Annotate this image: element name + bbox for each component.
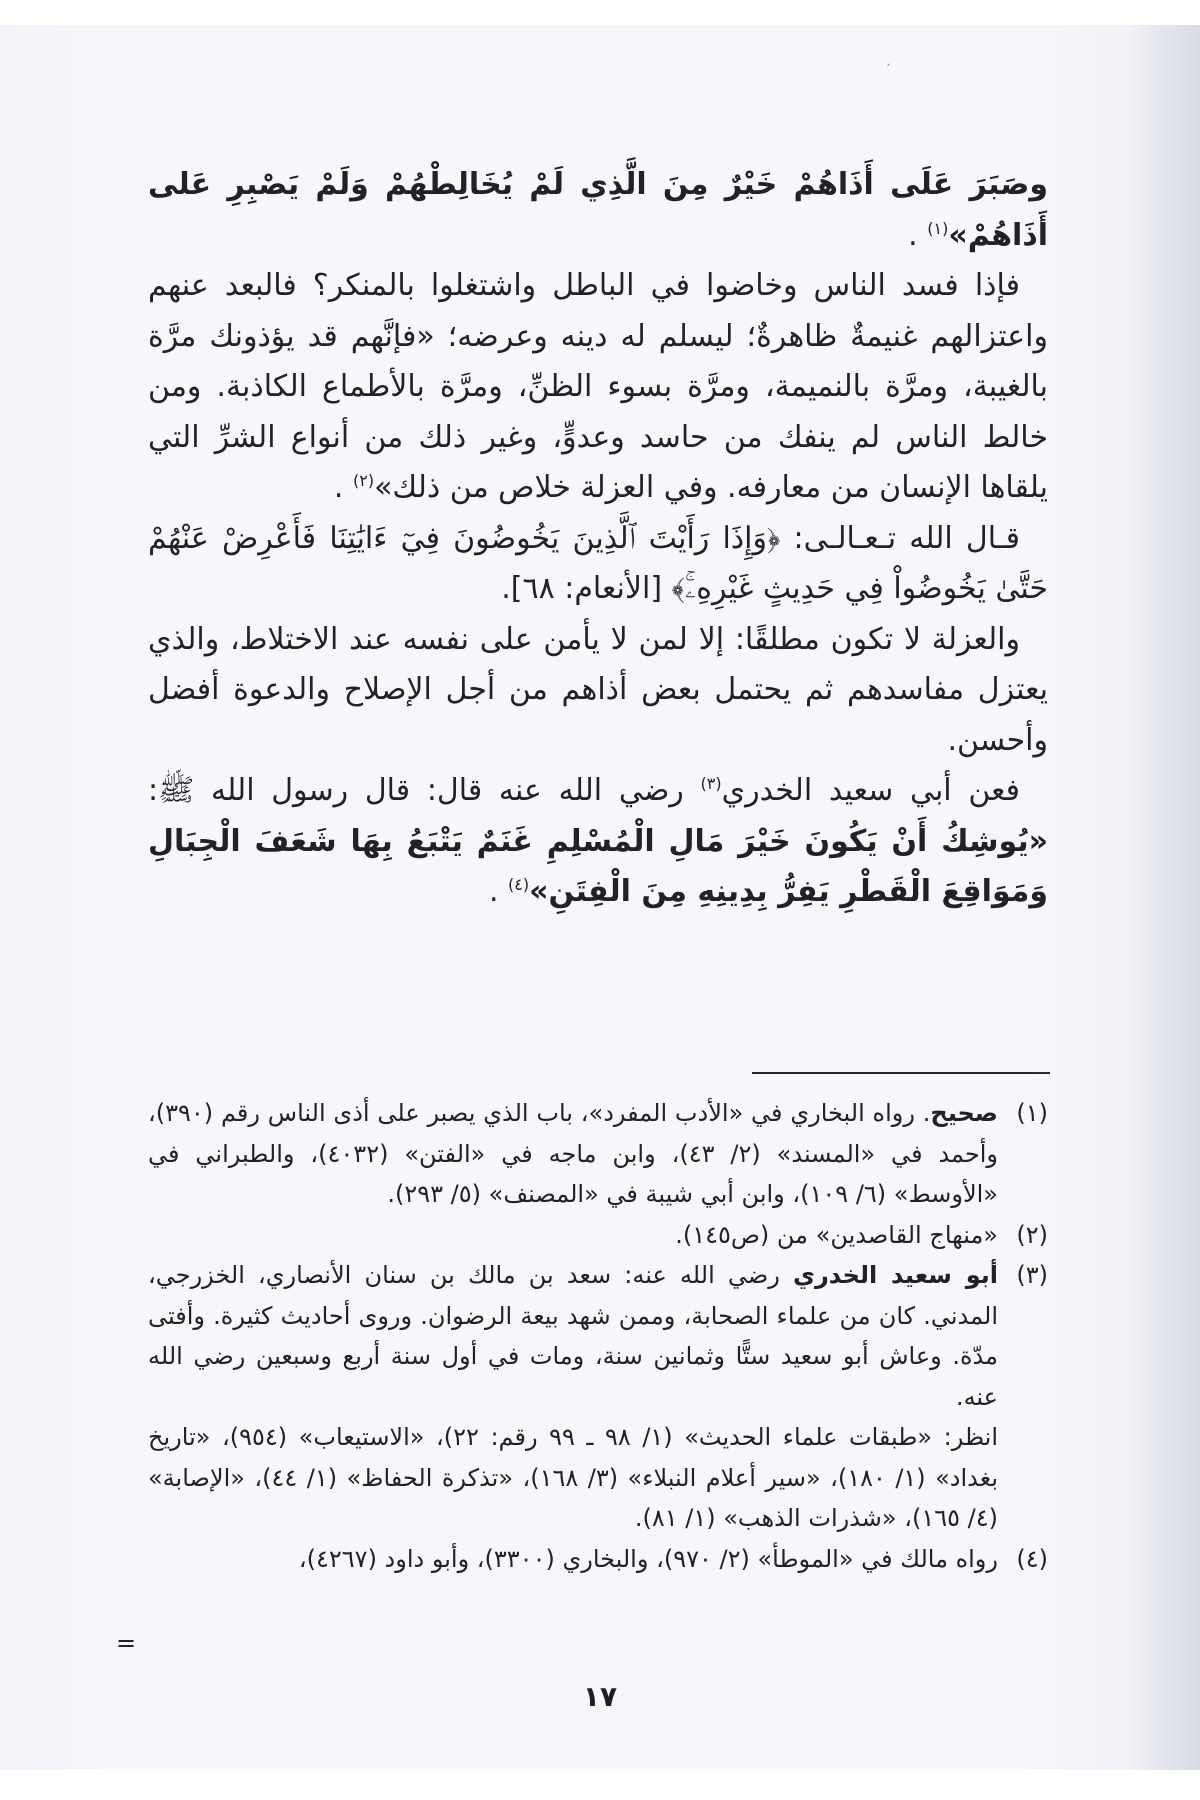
footnote-ref-4[interactable]: (٤) — [508, 875, 530, 894]
honorific: رضي الله عنه — [498, 773, 701, 808]
verse-intro: قـال الله تـعـالـى: — [780, 520, 1020, 556]
quran-verse: ﴿وَإِذَا رَأَيْتَ ٱلَّذِينَ يَخُوضُونَ فِيٓ ءَايَٰتِنَا فَأَعْرِضْ عَنْهُمْ حَتَّىٰ يَخُوضُواْ فِي حَدِيثٍ غَيْرِهِۦۚ﴾ — [148, 520, 1048, 606]
footnote-text: . رواه البخاري في «الأدب المفرد»، باب الذي يصبر على أذى الناس رقم (٣٩٠)، وأحمد في «المسند» (٢/ ٤٣)، وابن ماجه في «الفتن» (٤٠٣٢)، والطبراني في «الأوسط» (٦/ ١٠٩)، وابن أبي شيبة في «المصنف» (٥/ ٢٩٣). — [148, 1099, 999, 1208]
paragraph-hadith-end: وصَبَرَ عَلَى أَذَاهُمْ خَيْرٌ مِنَ الَّذِي لَمْ يُخَالِطْهُمْ وَلَمْ يَصْبِرِ عَلى أَذَاهُمْ»$^{(١)}$ . — [148, 167, 1048, 253]
footnote-4 — [148, 1539, 1048, 1580]
footnote-number: (٤) — [1016, 1544, 1048, 1573]
footnote-sources: انظر: «طبقات علماء الحديث» (١/ ٩٨ ـ ٩٩ رقم: ٢٢)، «الاستيعاب» (٩٥٤)، «تاريخ بغداد» (١/ ١٨٠)، «سير أعلام النبلاء» (٣/ ١٦٨)، «تذكرة الحفاظ» (١/ ٤٤)، «الإصابة» (٤/ ١٦٥)، «شذرات الذهب» (١/ ٨١). — [148, 1423, 999, 1532]
hadith-text: «يُوشِكُ أَنْ يَكُونَ خَيْرَ مَالِ الْمُسْلِمِ غَنَمٌ يَتْبَعُ بِهَا شَعَفَ الْجِبَالِ وَمَوَاقِعَ الْقَطْرِ يَفِرُّ بِدِينِهِ مِنَ الْفِتَنِ» — [148, 823, 1048, 909]
footnote-name: أبو سعيد الخدري — [792, 1261, 999, 1289]
footnote-text: «منهاج القاصدين» من (ص١٤٥). — [675, 1220, 998, 1249]
footnote-1 — [148, 1093, 1048, 1215]
footnote-number: (١) — [1016, 1099, 1048, 1127]
footnote-number: (٢) — [1016, 1220, 1048, 1249]
narrator-intro: فعن أبي سعيد الخدري — [721, 773, 1020, 808]
footnote-separator — [752, 1072, 1050, 1074]
footnotes — [148, 1093, 1048, 1579]
footnote-number: (٣) — [1016, 1261, 1048, 1289]
verse-citation: [الأنعام: ٦٨]. — [501, 571, 672, 606]
paragraph-quran-verse — [148, 514, 1048, 615]
paragraph-isolation: فإذا فسد الناس وخاضوا في الباطل واشتغلوا بالمنكر؟ فالبعد عنهم واعتزالهم غنيمةٌ ظاهرةٌ؛ ليسلم له دينه وعرضه؛ «فإنَّهم قد يؤذونك مرَّة بالغيبة، ومرَّة بالنميمة، ومرَّة بسوء الظنِّ، ومرَّة بالأطماع الكاذبة. ومن خالط الناس لم ينفك من حاسد وعدوٍّ، وغير ذلك من أنواع الشرِّ التي يلقاها الإنسان من معارفه. وفي العزلة خلاص من ذلك»$^{(٢)}$ . — [148, 268, 1048, 505]
book-page — [0, 25, 1200, 1770]
paragraph-conditions — [148, 615, 1048, 767]
paragraph-text: فإذا فسد الناس وخاضوا في الباطل واشتغلوا بالمنكر؟ فالبعد عنهم واعتزالهم غنيمةٌ ظاهرةٌ؛ ليسلم له دينه وعرضه؛ «فإنَّهم قد يؤذونك مرَّة بالغيبة، ومرَّة بالنميمة، ومرَّة بسوء الظنِّ، ومرَّة بالأطماع الكاذبة. ومن خالط الناس لم ينفك من حاسد وعدوٍّ، وغير ذلك من أنواع الشرِّ التي يلقاها الإنسان من معارفه. وفي العزلة خلاص من ذلك» — [148, 268, 1048, 505]
footnote-3 — [148, 1255, 1048, 1539]
footnote-text: رواه مالك في «الموطأ» (٢/ ٩٧٠)، والبخاري (٣٣٠٠)، وأبو داود (٤٢٦٧)، — [298, 1544, 998, 1573]
print-speck: ˏ — [885, 52, 891, 66]
paragraph-text: والعزلة لا تكون مطلقًا: إلا لمن لا يأمن على نفسه عند الاختلاط، والذي يعتزل مفاسدهم ثم يحتمل بعض أذاهم من أجل الإصلاح والدعوة أفضل وأحسن. — [148, 621, 1048, 758]
page-number: ١٧ — [582, 1680, 618, 1713]
continuation-mark: = — [116, 1629, 137, 1657]
paragraph-hadith-abu-said: فعن أبي سعيد الخدري$^{(٣)}$ رضي الله عنه قال: قال رسول الله ﷺ: «يُوشِكُ أَنْ يَكُونَ خَيْرَ مَالِ الْمُسْلِمِ غَنَمٌ يَتْبَعُ بِهَا شَعَفَ الْجِبَالِ وَمَوَاقِعَ الْقَطْرِ يَفِرُّ بِدِينِهِ مِنَ الْفِتَنِ»$^{(٤)}$ . — [148, 773, 1048, 909]
footnote-ref-3[interactable]: (٣) — [700, 774, 722, 793]
footnote-2 — [148, 1215, 1048, 1256]
footnote-ref-2[interactable]: (٢) — [352, 471, 375, 490]
main-text — [148, 160, 1048, 918]
hadith-text: وصَبَرَ عَلَى أَذَاهُمْ خَيْرٌ مِنَ الَّذِي لَمْ يُخَالِطْهُمْ وَلَمْ يَصْبِرِ عَلى أَذَاهُمْ» — [148, 167, 1048, 253]
footnote-ref-1[interactable]: (١) — [927, 218, 949, 238]
footnote-grade: صحيح — [930, 1099, 998, 1127]
footnote-text: رضي الله عنه: سعد بن مالك بن سنان الأنصاري، الخزرجي، المدني. كان من علماء الصحابة، وممن شهد بيعة الرضوان. وروى أحاديث كثيرة. وأفتى مدّة. وعاش أبو سعيد ستًّا وثمانين سنة، ومات في أول سنة أربع وسبعين رضي الله عنه. — [148, 1261, 998, 1411]
